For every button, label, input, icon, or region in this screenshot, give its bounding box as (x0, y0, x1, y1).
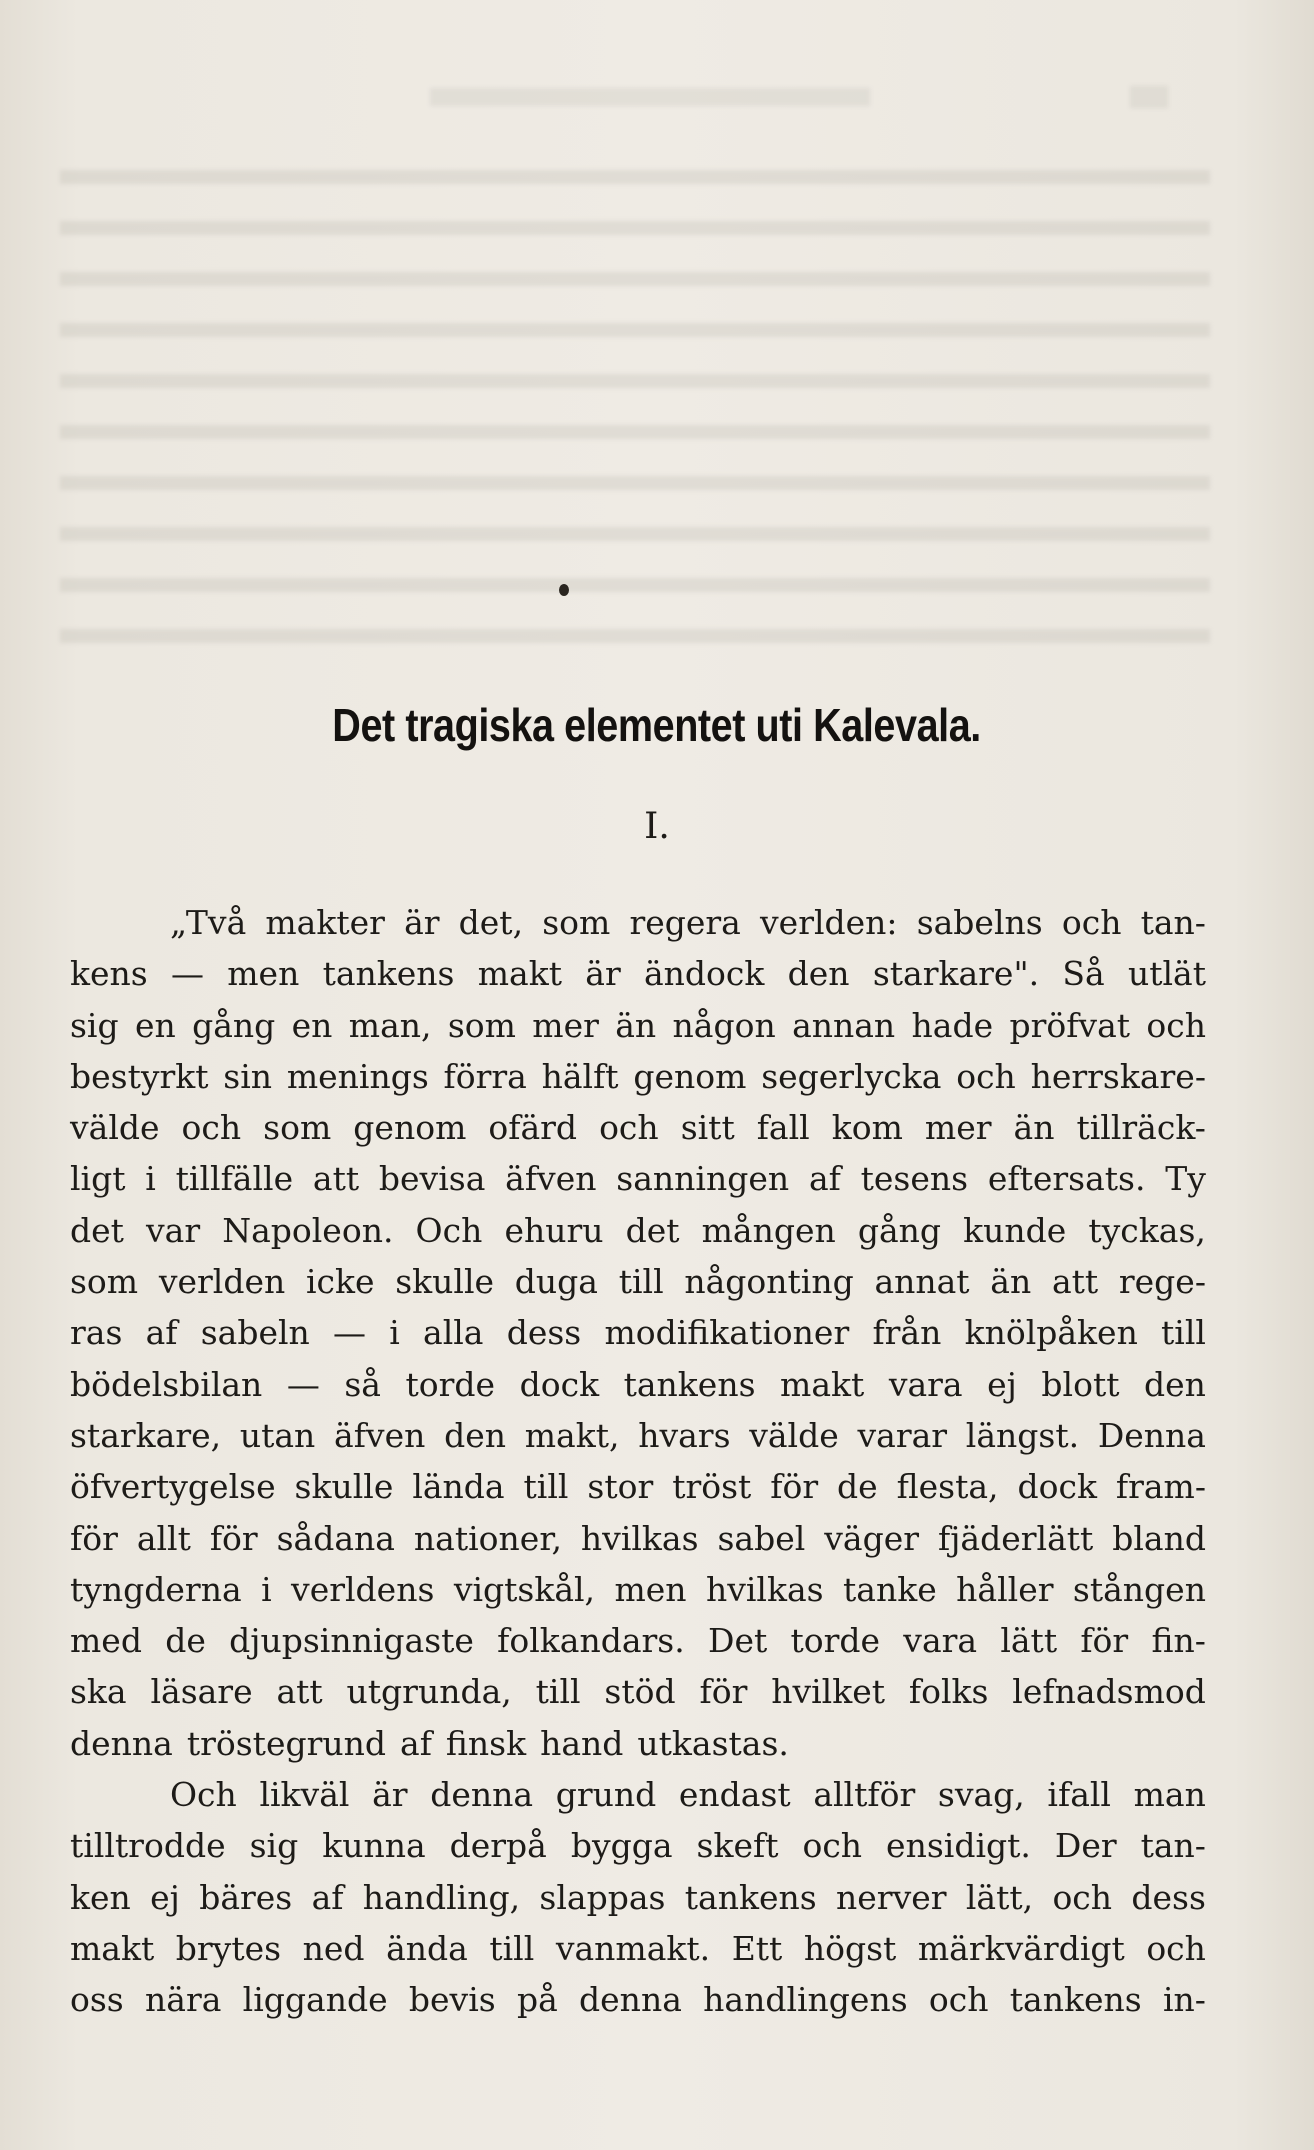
text-line (70, 1923, 1206, 1974)
word: och (1052, 1877, 1113, 1917)
word: ej (150, 1877, 180, 1917)
word: Och (415, 1210, 483, 1250)
word: „Två (170, 903, 247, 942)
word: djupsinnigaste (229, 1621, 474, 1661)
word: mer (924, 1108, 992, 1148)
word: än (1013, 1108, 1055, 1148)
word: slappas (539, 1877, 666, 1917)
word: sitt (680, 1108, 735, 1148)
word: Ett (731, 1928, 783, 1968)
word: menings (286, 1056, 429, 1096)
text-line (70, 1256, 1206, 1307)
text-line (70, 1205, 1206, 1256)
text-line (70, 1872, 1206, 1923)
word: segerlycka (761, 1056, 942, 1096)
word: tillfälle (175, 1159, 294, 1199)
word: som (70, 1262, 139, 1302)
word: skulle (395, 1262, 495, 1302)
word: — (170, 954, 204, 994)
word: makt (477, 954, 562, 994)
word: brytes (175, 1928, 282, 1968)
word: det (70, 1210, 124, 1250)
word: ska (70, 1672, 127, 1712)
word: endast (678, 1775, 791, 1815)
word: på (516, 1980, 558, 2020)
word: sig (70, 1005, 119, 1045)
word: men (227, 954, 300, 994)
word: eftersats. (987, 1159, 1146, 1199)
word: man (1133, 1775, 1206, 1815)
word: hvilket (771, 1672, 885, 1712)
word: alltför (813, 1775, 916, 1815)
word: den (444, 1415, 507, 1455)
word: makt (70, 1928, 155, 1968)
word: Der (1054, 1826, 1117, 1866)
word: makter (265, 903, 385, 942)
word: icke (305, 1262, 375, 1302)
word: den (787, 954, 850, 994)
word: läsare (150, 1672, 253, 1712)
word: för (699, 1672, 748, 1712)
word: dock (519, 1364, 600, 1404)
word: tyngderna (70, 1569, 242, 1609)
word: och (956, 1056, 1016, 1096)
word: vanmakt. (555, 1928, 711, 1968)
text-line (70, 897, 1206, 948)
word: och (1146, 1928, 1206, 1968)
word: flesta, (896, 1467, 999, 1507)
word: liggande (242, 1980, 388, 2020)
word: det (625, 1210, 680, 1250)
text-line (70, 1461, 1206, 1512)
word: högst (803, 1928, 897, 1968)
word: tankens (322, 954, 455, 994)
word: stången (1072, 1569, 1206, 1609)
word: varar (857, 1415, 948, 1455)
word: med (70, 1621, 142, 1661)
word: tankens (684, 1877, 817, 1917)
word: öfvertygelse (70, 1467, 276, 1507)
text-line (70, 1666, 1206, 1717)
word: lefnadsmod (1012, 1672, 1206, 1712)
word: att (1051, 1262, 1099, 1302)
word: man, (348, 1005, 432, 1045)
word: fjäderlätt (937, 1518, 1094, 1558)
bleed-through-page-number (1130, 86, 1168, 108)
word: handling, (362, 1877, 521, 1917)
text-line (70, 1820, 1206, 1871)
word: äfven (334, 1415, 426, 1455)
word: bödelsbilan (70, 1364, 263, 1404)
word: ändock (643, 954, 765, 994)
word: handlingens (703, 1980, 908, 2020)
word: kens (70, 954, 148, 994)
text-line (70, 1153, 1206, 1204)
word: regera (629, 903, 741, 942)
word: sådana (276, 1518, 395, 1558)
word: torde (790, 1621, 881, 1661)
word: utgrunda, (346, 1672, 512, 1712)
word: ofärd (488, 1108, 578, 1148)
word: från (872, 1313, 942, 1353)
word: hvars (638, 1415, 731, 1455)
word: ned (302, 1928, 365, 1968)
word: starkare". (872, 954, 1040, 994)
word: ehuru (504, 1210, 604, 1250)
word: ej (987, 1364, 1017, 1404)
text-line (70, 1000, 1206, 1051)
word: skeft (696, 1826, 779, 1866)
word: till (1161, 1313, 1206, 1353)
word: de (165, 1621, 206, 1661)
word: än (615, 1005, 657, 1045)
word: modifikationer (604, 1313, 850, 1353)
word: ken (70, 1877, 131, 1917)
word: dock (1017, 1467, 1097, 1507)
word: är (404, 903, 440, 942)
word: af (400, 1723, 432, 1763)
word: derpå (449, 1826, 547, 1866)
word: den (1144, 1364, 1206, 1404)
word: sabelns (916, 903, 1043, 942)
word: likväl (259, 1775, 350, 1815)
text-line (70, 1718, 1206, 1769)
bleed-through-header (430, 88, 870, 106)
word: stor (587, 1467, 654, 1507)
word: de (837, 1467, 878, 1507)
word: tillräck- (1076, 1108, 1206, 1148)
word: kunde (963, 1210, 1067, 1250)
word: än (990, 1262, 1032, 1302)
word: bland (1112, 1518, 1206, 1558)
word: svag, (937, 1775, 1025, 1815)
word: hade (911, 1005, 994, 1045)
word: sin (223, 1056, 273, 1096)
word: denna (579, 1980, 682, 2020)
word: en (291, 1005, 333, 1045)
text-line (70, 1615, 1206, 1666)
word: mången (701, 1210, 836, 1250)
word: att (312, 1159, 360, 1199)
word: Denna (1097, 1415, 1206, 1455)
body-text (70, 897, 1206, 2026)
word: blott (1041, 1364, 1120, 1404)
word: kunna (322, 1826, 426, 1866)
word: utkastas. (637, 1723, 789, 1763)
word: dess (1131, 1877, 1206, 1917)
word: någonting (684, 1262, 854, 1302)
word: hvilkas (580, 1518, 699, 1558)
word: lända (412, 1467, 505, 1507)
word: makt, (524, 1415, 620, 1455)
word: Så (1062, 954, 1105, 994)
word: fin- (1151, 1621, 1206, 1661)
text-line (70, 1564, 1206, 1615)
word: att (276, 1672, 323, 1712)
word: duga (514, 1262, 598, 1302)
word: tan- (1140, 903, 1206, 942)
word: så (344, 1364, 381, 1404)
word: folkandars. (497, 1621, 685, 1661)
word: dess (506, 1313, 582, 1353)
word: Ty (1165, 1159, 1206, 1199)
word: — (286, 1364, 320, 1404)
word: grund (555, 1775, 657, 1815)
text-line (70, 948, 1206, 999)
word: till (489, 1928, 535, 1968)
word: och (181, 1108, 242, 1148)
word: finsk (445, 1723, 527, 1763)
word: utan (239, 1415, 316, 1455)
word: verldens (291, 1569, 435, 1609)
word: som (542, 903, 611, 942)
word: lätt, (965, 1877, 1034, 1917)
word: och (802, 1826, 863, 1866)
word: lätt (1000, 1621, 1058, 1661)
word: Napoleon. (222, 1210, 394, 1250)
word: fall (756, 1108, 810, 1148)
word: folks (908, 1672, 989, 1712)
word: som (263, 1108, 332, 1148)
word: bygga (570, 1826, 673, 1866)
text-line (70, 1051, 1206, 1102)
word: till (535, 1672, 581, 1712)
text-line (70, 1307, 1206, 1358)
word: ifall (1047, 1775, 1111, 1815)
word: någon (672, 1005, 776, 1045)
word: för (1080, 1621, 1129, 1661)
word: sig (249, 1826, 299, 1866)
text-line (70, 1359, 1206, 1410)
word: men (614, 1569, 687, 1609)
word: för (70, 1518, 118, 1558)
word: Det (707, 1621, 768, 1661)
word: fram- (1115, 1467, 1206, 1507)
word: i (145, 1159, 156, 1199)
word: gång (857, 1210, 942, 1250)
word: tilltrodde (70, 1826, 226, 1866)
word: hand (540, 1723, 624, 1763)
word: längst. (965, 1415, 1080, 1455)
word: i (261, 1569, 272, 1609)
word: är (585, 954, 621, 994)
word: och (1146, 1005, 1206, 1045)
word: utlät (1127, 954, 1206, 994)
word: mer (532, 1005, 599, 1045)
word: sabeln (200, 1313, 310, 1353)
word: ligt (70, 1159, 126, 1199)
word: in- (1162, 1980, 1206, 2020)
word: torde (405, 1364, 496, 1404)
word: välde (749, 1415, 839, 1455)
word: till (618, 1262, 664, 1302)
word: tankens (1009, 1980, 1142, 2020)
word: oss (70, 1980, 124, 2020)
word: verlden (158, 1262, 286, 1302)
word: knölpåken (964, 1313, 1138, 1353)
word: bevis (408, 1980, 496, 2020)
word: som (447, 1005, 516, 1045)
word: väger (824, 1518, 920, 1558)
word: denna (430, 1775, 534, 1815)
word: håller (956, 1569, 1054, 1609)
word: sanningen (616, 1159, 790, 1199)
word: det, (458, 903, 524, 942)
word: bäres (199, 1877, 293, 1917)
word: hvilkas (705, 1569, 824, 1609)
word: genom (353, 1108, 467, 1148)
word: tan- (1140, 1826, 1206, 1866)
word: annat (874, 1262, 970, 1302)
word: annan (792, 1005, 896, 1045)
word: af (311, 1877, 344, 1917)
word: herrskare- (1030, 1056, 1206, 1096)
word: och (928, 1980, 989, 2020)
word: tyckas, (1088, 1210, 1206, 1250)
word: och (599, 1108, 659, 1148)
word: nära (145, 1980, 222, 2020)
bleed-through-text (60, 150, 1210, 680)
text-line (70, 1769, 1206, 1820)
word: starkare, (70, 1415, 222, 1455)
word: tröstegrund (186, 1723, 387, 1763)
text-line (70, 1102, 1206, 1153)
word: nerver (836, 1877, 947, 1917)
text-line (70, 1974, 1206, 2025)
word: var (146, 1210, 201, 1250)
word: rege- (1118, 1262, 1206, 1302)
word: allt (136, 1518, 191, 1558)
word: i (389, 1313, 400, 1353)
word: äfven (505, 1159, 597, 1199)
word: bestyrkt (70, 1056, 209, 1096)
word: vigtskål, (453, 1569, 596, 1609)
word: af (145, 1313, 178, 1353)
word: vara (888, 1364, 963, 1404)
section-number: I. (644, 806, 670, 847)
word: alla (423, 1313, 484, 1353)
word: verlden: (760, 903, 898, 942)
word: makt (780, 1364, 865, 1404)
word: af (808, 1159, 841, 1199)
word: kom (831, 1108, 903, 1148)
word: tesens (860, 1159, 969, 1199)
word: märkvärdigt (917, 1928, 1125, 1968)
word: pröfvat (1009, 1005, 1131, 1045)
word: — (333, 1313, 367, 1353)
text-line (70, 1513, 1206, 1564)
word: ända (386, 1928, 468, 1968)
word: tanke (843, 1569, 937, 1609)
word: tankens (623, 1364, 756, 1404)
word: förra (443, 1056, 527, 1096)
word: är (372, 1775, 408, 1815)
word: bevisa (378, 1159, 486, 1199)
word: en (134, 1005, 176, 1045)
word: hälft (541, 1056, 619, 1096)
word: för (770, 1467, 819, 1507)
ink-speck (559, 584, 569, 596)
word: ensidigt. (886, 1826, 1031, 1866)
word: Och (170, 1775, 237, 1815)
text-line (70, 1410, 1206, 1461)
word: stöd (604, 1672, 676, 1712)
word: ras (70, 1313, 123, 1353)
word: denna (70, 1723, 173, 1763)
word: och (1061, 903, 1122, 942)
article-title: Det tragiska elementet uti Kalevala. (332, 699, 981, 751)
word: gång (192, 1005, 276, 1045)
word: genom (633, 1056, 747, 1096)
word: vara (903, 1621, 978, 1661)
word: tröst (672, 1467, 752, 1507)
word: skulle (294, 1467, 394, 1507)
word: till (523, 1467, 569, 1507)
word: sabel (717, 1518, 806, 1558)
word: välde (70, 1108, 160, 1148)
word: nationer, (413, 1518, 562, 1558)
word: för (209, 1518, 258, 1558)
